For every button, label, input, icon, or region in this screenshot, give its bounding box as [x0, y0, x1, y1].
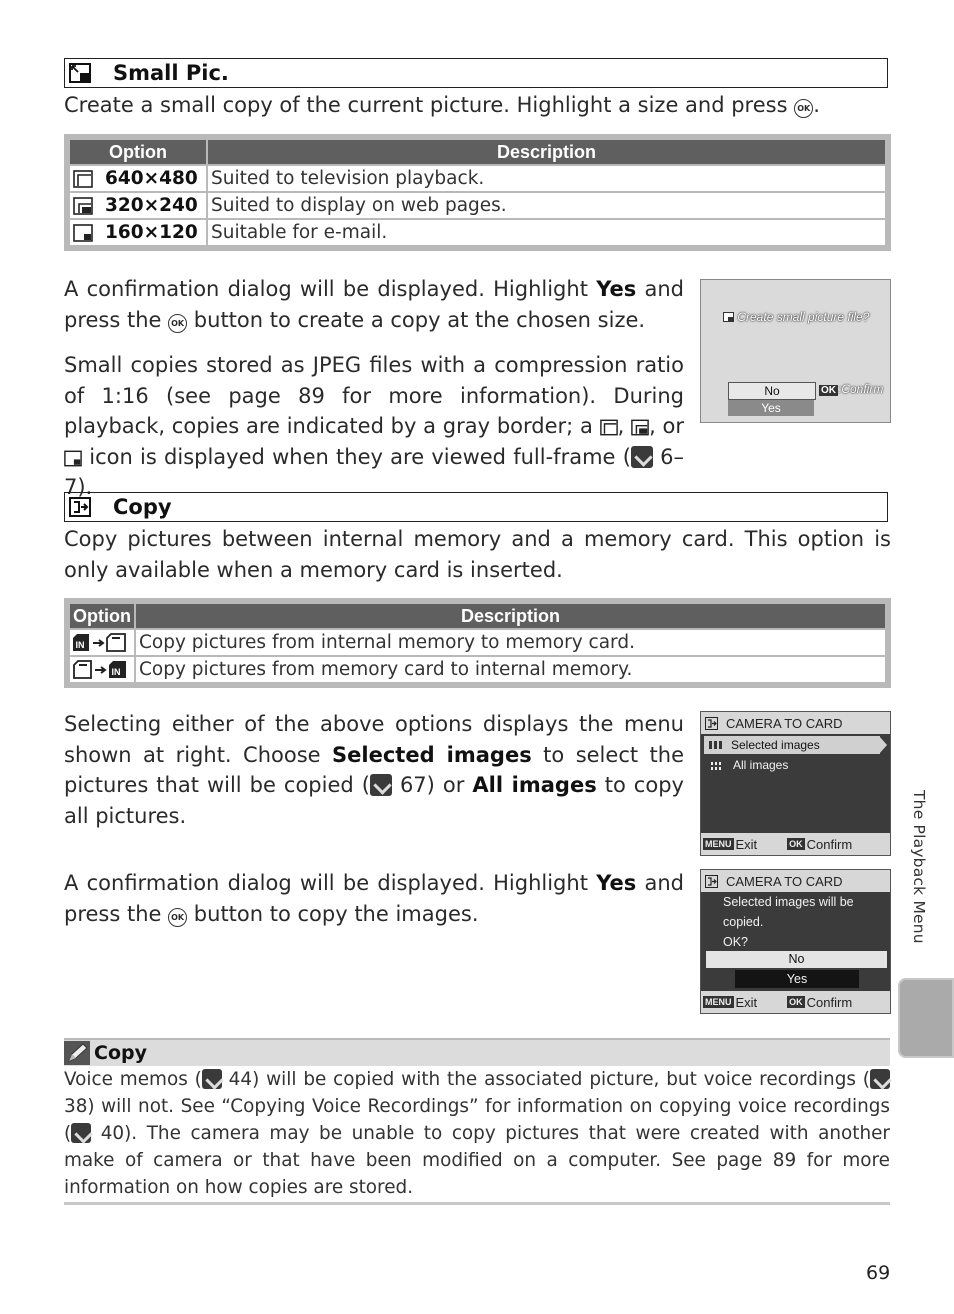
size-320-icon — [73, 197, 93, 215]
table-row — [70, 630, 885, 655]
copy-select-text — [64, 709, 684, 831]
svg-text:IN: IN — [111, 667, 121, 677]
copy-options-table — [64, 598, 891, 688]
note-body — [64, 1066, 890, 1201]
card-to-internal-icon — [72, 659, 132, 679]
text: 67) or — [391, 773, 473, 797]
text: Small copies stored as JPEG files with a compression ratio of 1:16 (see page 89 for more information). During playback, copies are indicated by a gray border; a — [64, 353, 684, 438]
confirm-label: Confirm — [806, 994, 853, 1010]
section-header-small-pic — [64, 58, 888, 88]
intro-text-end: . — [813, 93, 820, 117]
ok-tag: OK — [789, 839, 803, 849]
yes-emphasis: Yes — [596, 871, 637, 895]
page-reference-icon — [71, 1123, 91, 1143]
text: to select the pictures that will be copied ( — [64, 742, 685, 797]
message-line: OK? — [723, 935, 749, 949]
confirm-yes-option[interactable]: Yes — [735, 970, 859, 988]
small-pic-icon — [723, 312, 734, 322]
small-picture-dialog-screen — [700, 279, 891, 423]
text: and press the — [64, 871, 684, 926]
screen-title-bar — [701, 870, 890, 892]
text: 6–7). — [64, 444, 684, 499]
text: to copy all pictures. — [64, 773, 684, 828]
menu-item-label: Selected images — [731, 738, 820, 752]
page-reference-icon — [870, 1069, 890, 1089]
note-title: Copy — [94, 1042, 147, 1064]
confirm-text: :Confirm — [838, 382, 884, 396]
size-160-icon — [64, 450, 82, 467]
copy-icon — [705, 717, 718, 730]
menu-item-selected-images[interactable] — [704, 736, 880, 754]
text: 38) will not. See “Copying Voice Recordings” for information on copying voice recordings ( — [64, 1096, 890, 1144]
small-pic-confirm-text — [64, 274, 684, 335]
page-reference-icon — [631, 446, 653, 468]
yes-emphasis: Yes — [596, 277, 637, 301]
text: Voice memos ( — [64, 1069, 202, 1090]
text: 40). The camera may be unable to copy pictures that were created with another make of camera or that have been modified on a computer. See page 89 for more information on how copies are stored. — [64, 1123, 890, 1198]
dialog-yes-option[interactable]: Yes — [728, 400, 814, 416]
option-cell — [70, 657, 134, 682]
confirm-no-option[interactable]: No — [706, 951, 887, 968]
copy-intro: Copy pictures between internal memory and a memory card. This option is only available when a memory card is inserted. — [64, 527, 891, 582]
small-pic-icon — [69, 63, 91, 83]
screen-title-bar — [701, 712, 890, 734]
menu-item-all-images[interactable] — [704, 756, 788, 774]
text: A confirmation dialog will be displayed. Highlight — [64, 871, 597, 895]
text: , or — [649, 414, 684, 438]
text: Selecting either of the above options displays the menu shown at right. Choose — [64, 712, 684, 767]
description-cell: Suitable for e-mail. — [208, 220, 885, 245]
text: button to copy the images. — [187, 901, 479, 926]
message-line: Selected images will be copied. — [723, 895, 854, 929]
text: 44) will be copied with the associated picture, but voice recordings ( — [221, 1069, 870, 1090]
screen-footer — [701, 833, 890, 855]
exit-label: Exit — [735, 994, 758, 1010]
exit-label: Exit — [735, 836, 758, 852]
screen-title: CAMERA TO CARD — [726, 715, 843, 731]
text: , — [617, 414, 632, 438]
svg-text:IN: IN — [75, 640, 85, 650]
camera-to-card-menu-screen — [700, 711, 891, 856]
table-row — [70, 166, 885, 191]
ok-tag: OK — [821, 385, 836, 396]
text: and press the — [64, 277, 684, 332]
option-label: 640×480 — [105, 168, 198, 189]
section-header-copy — [64, 492, 888, 522]
ok-button-icon: OK — [168, 314, 187, 333]
note-header — [64, 1038, 890, 1066]
option-cell — [70, 630, 134, 655]
section-title: Small Pic. — [113, 61, 229, 85]
selected-images-emphasis: Selected images — [332, 742, 532, 767]
screen-title: CAMERA TO CARD — [726, 873, 843, 889]
dialog-question — [723, 310, 869, 324]
option-label: 160×120 — [105, 222, 198, 243]
page-reference-icon — [370, 774, 392, 796]
column-header-description: Description — [136, 604, 885, 628]
page-reference-icon — [202, 1069, 222, 1089]
table-row — [70, 193, 885, 218]
size-160-icon — [73, 224, 93, 242]
menu-item-label: All images — [733, 758, 789, 772]
dialog-no-option[interactable]: No — [728, 382, 816, 400]
description-cell: Copy pictures from internal memory to memory card. — [136, 630, 885, 655]
intro-text: Create a small copy of the current picture. Highlight a size and press — [64, 93, 795, 117]
option-cell — [70, 166, 206, 191]
grid-icon — [711, 761, 723, 770]
ok-tag: OK — [789, 997, 803, 1007]
column-header-description: Description — [208, 140, 885, 164]
ok-button-icon: OK — [168, 908, 187, 927]
size-640-icon — [600, 419, 618, 436]
section-title: Copy — [113, 495, 172, 519]
chapter-tab — [898, 978, 954, 1058]
all-images-emphasis: All images — [472, 773, 597, 797]
table-row — [70, 220, 885, 245]
description-cell: Suited to display on web pages. — [208, 193, 885, 218]
text: button to create a copy at the chosen size. — [187, 307, 646, 332]
dialog-confirm-hint — [819, 382, 883, 396]
small-pic-storage-text — [64, 350, 684, 503]
thumbnails-icon — [709, 741, 723, 749]
screen-footer — [701, 991, 890, 1013]
copy-confirm-text — [64, 868, 684, 929]
internal-to-card-icon — [72, 632, 132, 652]
note-divider — [64, 1202, 890, 1205]
small-pic-intro — [64, 90, 894, 121]
option-label: 320×240 — [105, 195, 198, 216]
text: icon is displayed when they are viewed full-frame ( — [82, 444, 631, 469]
confirm-label: Confirm — [806, 836, 853, 852]
column-header-option: Option — [70, 604, 134, 628]
copy-icon — [705, 875, 718, 888]
copy-confirm-screen — [700, 869, 891, 1014]
option-cell — [70, 193, 206, 218]
pencil-note-icon — [64, 1041, 90, 1065]
selection-arrow-icon — [879, 736, 887, 754]
ok-button-icon: OK — [794, 99, 813, 118]
page-number: 69 — [866, 1262, 891, 1284]
size-320-icon — [631, 419, 649, 436]
confirm-message — [723, 892, 890, 952]
size-640-icon — [73, 170, 93, 188]
question-text: Create small picture file? — [737, 310, 870, 324]
menu-tag: MENU — [705, 997, 732, 1007]
small-pic-options-table — [64, 134, 891, 251]
description-cell: Copy pictures from memory card to internal memory. — [136, 657, 885, 682]
menu-tag: MENU — [705, 839, 732, 849]
chapter-side-label: The Playback Menu — [910, 790, 928, 944]
option-cell — [70, 220, 206, 245]
description-cell: Suited to television playback. — [208, 166, 885, 191]
table-row — [70, 657, 885, 682]
text: A confirmation dialog will be displayed. Highlight — [64, 277, 597, 301]
column-header-option: Option — [70, 140, 206, 164]
copy-icon — [69, 497, 91, 517]
